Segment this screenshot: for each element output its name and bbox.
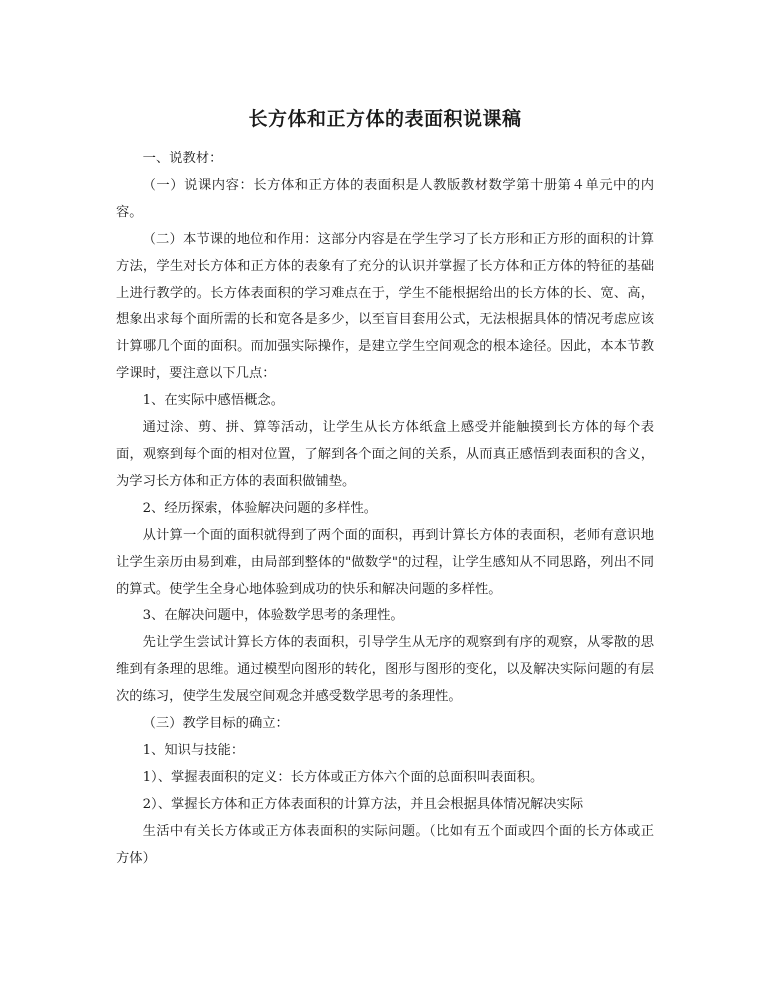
paragraph-lesson-content: （一）说课内容：长方体和正方体的表面积是人教版教材数学第十册第４单元中的内容。 xyxy=(116,177,654,220)
paragraph-point-1: 通过涂、剪、拼、算等活动，让学生从长方体纸盒上感受并能触摸到长方体的每个表面，观察到每个面的相对位置，了解到各个面之间的关系，从而真正感悟到表面积的含义，为学习长方体和正方体的表面积做铺垫。 xyxy=(116,420,654,489)
paragraph-point-3: 先让学生尝试计算长方体的表面积，引导学生从无序的观察到有序的观察，从零散的思维到有条理的思维。通过模型向图形的转化，图形与图形的变化，以及解决实际问题的有层次的练习，使学生发展空间观念并感受数学思考的条理性。 xyxy=(116,635,654,705)
section-heading-teaching-material: 一、说教材： xyxy=(142,151,223,166)
objective-heading-knowledge: 1、知识与技能： xyxy=(142,742,245,758)
point-heading-2: 2、经历探索，体验解决问题的多样性。 xyxy=(142,500,378,516)
point-heading-1: 1、在实际中感悟概念。 xyxy=(142,393,285,409)
paragraph-objective-2-continued: 生活中有关长方体或正方体表面积的实际问题。（比如有五个面或四个面的长方体或正方体） xyxy=(116,823,654,866)
section-heading-objectives: （三）教学目标的确立： xyxy=(142,716,289,732)
paragraph-role-and-position: （二）本节课的地位和作用：这部分内容是在学生学习了长方形和正方形的面积的计算方法，学生对长方体和正方体的表象有了充分的认识并掌握了长方体和正方体的特征的基础上进行教学的。长方体表面积的学习难点在于，学生不能根据给出的长方体的长、宽、高，想象出求每个面所需的长和宽各是多少，以至盲目套用公式，无法根据具体的情况考虑应该计算哪几个面的面积。而加强实际操作，是建立学生空间观念的根本途径。因此，本本节教学课时，要注意以下几点： xyxy=(116,231,654,382)
document-title: 长方体和正方体的表面积说课稿 xyxy=(248,108,522,130)
paragraph-point-2: 从计算一个面的面积就得到了两个面的面积，再到计算长方体的表面积，老师有意识地让学生亲历由易到难，由局部到整体的"做数学"的过程，让学生感知从不同思路，列出不同的算式。使学生全身心地体验到成功的快乐和解决问题的多样性。 xyxy=(116,527,654,597)
point-heading-3: 3、在解决问题中，体验数学思考的条理性。 xyxy=(142,608,404,624)
objective-item-2: 2）、掌握长方体和正方体表面积的计算方法，并且会根据具体情况解决实际 xyxy=(142,796,584,812)
document-body xyxy=(116,146,654,872)
objective-item-1: 1）、掌握表面积的定义：长方体或正方体六个面的总面积叫表面积。 xyxy=(142,769,544,785)
